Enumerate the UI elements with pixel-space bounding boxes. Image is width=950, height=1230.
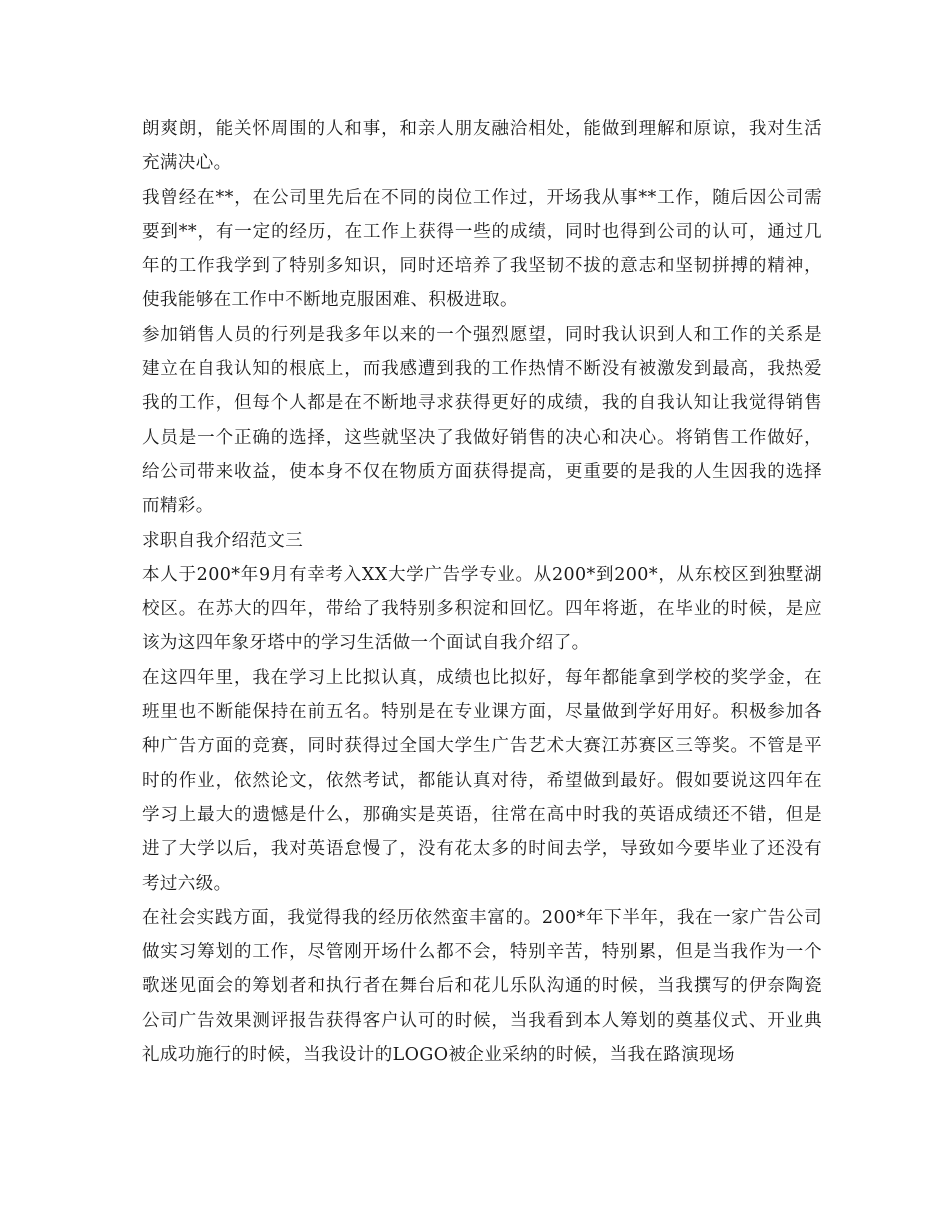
- paragraph-social-practice: 在社会实践方面，我觉得我的经历依然蛮丰富的。200*年下半年，我在一家广告公司做实习筹划的工作，尽管刚开场什么都不会，特别辛苦，特别累，但是当我作为一个歌迷见面会的筹划者和执行者在舞台后和花儿乐队沟通的时候，当我撰写的伊奈陶瓷公司广告效果测评报告获得客户认可的时候，当我看到本人筹划的奠基仪式、开业典礼成功施行的时候，当我设计的LOGO被企业采纳的时候，当我在路演现场: [142, 907, 822, 1066]
- paragraph-university-intro: 本人于200*年9月有幸考入XX大学广告学专业。从200*到200*，从东校区到独墅湖校区。在苏大的四年，带给了我特别多积淀和回忆。四年将逝，在毕业的时候，是应该为这四年象牙塔中的学习生活做一个面试自我介绍了。: [142, 564, 822, 654]
- paragraph-work-experience: 我曾经在**，在公司里先后在不同的岗位工作过，开场我从事**工作，随后因公司需要到**，有一定的经历，在工作上获得一些的成绩，同时也得到公司的认可，通过几年的工作我学到了特别多知识，同时还培养了我坚韧不拔的意志和坚韧拼搏的精神，使我能够在工作中不断地克服困难、积极进取。: [142, 187, 822, 311]
- section-heading: 求职自我介绍范文三: [142, 530, 304, 551]
- paragraph-study: 在这四年里，我在学习上比拟认真，成绩也比拟好，每年都能拿到学校的奖学金，在班里也不断能保持在前五名。特别是在专业课方面，尽量做到学好用好。积极参加各种广告方面的竞赛，同时获得过全国大学生广告艺术大赛江苏赛区三等奖。不管是平时的作业，依然论文，依然考试，都能认真对待，希望做到最好。假如要说这四年在学习上最大的遗憾是什么，那确实是英语，往常在高中时我的英语成绩还不错，但是进了大学以后，我对英语怠慢了，没有花太多的时间去学，导致如今要毕业了还没有考过六级。: [142, 667, 822, 894]
- paragraph-intro-closing: 朗爽朗，能关怀周围的人和事，和亲人朋友融洽相处，能做到理解和原谅，我对生活充满决心。: [142, 119, 822, 174]
- document-body: [142, 112, 822, 1072]
- paragraph-sales-aspiration: 参加销售人员的行列是我多年以来的一个强烈愿望，同时我认识到人和工作的关系是建立在自我认知的根底上，而我感遭到我的工作热情不断没有被激发到最高，我热爱我的工作，但每个人都是在不断地寻求获得更好的成绩，我的自我认知让我觉得销售人员是一个正确的选择，这些就坚决了我做好销售的决心和决心。将销售工作做好，给公司带来收益，使本身不仅在物质方面获得提高，更重要的是我的人生因我的选择而精彩。: [142, 324, 822, 517]
